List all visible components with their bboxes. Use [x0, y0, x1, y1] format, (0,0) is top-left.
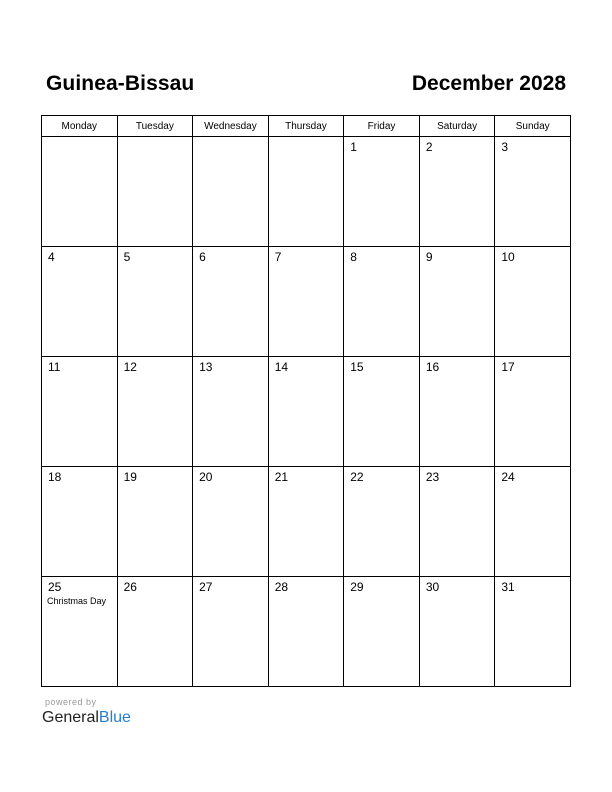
day-number: 29: [350, 580, 364, 594]
day-cell: [268, 137, 344, 247]
day-number: 26: [123, 580, 137, 594]
day-number: 9: [425, 250, 433, 264]
day-number: 25: [48, 580, 62, 594]
day-cell: [42, 467, 118, 577]
day-number: 3: [501, 140, 509, 154]
day-cell: [495, 577, 571, 687]
week-row: [42, 247, 571, 357]
day-cell: [193, 577, 269, 687]
week-row: [42, 137, 571, 247]
day-number: 30: [425, 580, 440, 594]
week-row: [42, 467, 571, 577]
weekday-tuesday: Tuesday: [117, 116, 193, 137]
day-cell: [495, 357, 571, 467]
day-number: 14: [274, 360, 289, 374]
month-title: December 2028: [411, 72, 566, 95]
brand-general-text: General: [42, 709, 99, 726]
day-number: 31: [501, 580, 515, 594]
day-cell: [117, 247, 193, 357]
day-cell: [495, 467, 571, 577]
day-number: 13: [199, 360, 213, 374]
day-number: 1: [350, 140, 357, 154]
day-number: 7: [274, 250, 282, 264]
day-cell: [344, 357, 420, 467]
holiday-label: Christmas Day: [47, 596, 107, 606]
weekday-header-row: [42, 116, 571, 137]
generalblue-logo[interactable]: [42, 708, 131, 728]
day-cell: [268, 467, 344, 577]
day-cell: [268, 577, 344, 687]
day-cell: [419, 247, 495, 357]
day-cell: [193, 467, 269, 577]
day-cell: [42, 577, 118, 687]
day-cell: [268, 357, 344, 467]
day-cell: [344, 467, 420, 577]
day-number: 11: [48, 360, 61, 374]
weekday-thursday: Thursday: [268, 116, 344, 137]
day-number: 8: [350, 250, 357, 264]
day-number: 12: [123, 360, 137, 374]
day-number: 20: [199, 470, 213, 484]
day-cell: [117, 577, 193, 687]
day-cell: [193, 137, 269, 247]
footer-branding: [42, 697, 131, 728]
day-number: 21: [274, 470, 289, 484]
country-title: Guinea-Bissau: [46, 72, 195, 95]
day-cell: [344, 247, 420, 357]
day-cell: [117, 467, 193, 577]
day-cell: [42, 247, 118, 357]
day-cell: [193, 247, 269, 357]
day-number: 23: [425, 470, 440, 484]
day-cell: [344, 137, 420, 247]
day-cell: [268, 247, 344, 357]
day-number: 2: [425, 140, 433, 154]
day-cell: [117, 137, 193, 247]
day-number: 16: [425, 360, 440, 374]
day-number: 10: [501, 250, 515, 264]
day-cell: [117, 357, 193, 467]
day-number: 4: [48, 250, 55, 264]
day-number: [193, 137, 268, 141]
week-row: [42, 577, 571, 687]
day-cell: [419, 467, 495, 577]
day-number: 22: [350, 470, 364, 484]
day-number: 19: [123, 470, 137, 484]
day-number: 18: [48, 470, 62, 484]
day-number: [269, 137, 344, 141]
weekday-sunday: Sunday: [495, 116, 571, 137]
day-number: 24: [501, 470, 515, 484]
brand-blue-text: Blue: [98, 709, 131, 726]
day-cell: [344, 577, 420, 687]
day-number: 5: [123, 250, 131, 264]
weekday-friday: Friday: [344, 116, 420, 137]
day-number: 6: [199, 250, 206, 264]
day-cell: [419, 137, 495, 247]
day-cell: [42, 357, 118, 467]
weekday-wednesday: Wednesday: [193, 116, 269, 137]
powered-by-label: powered by: [45, 697, 97, 707]
weekday-saturday: Saturday: [419, 116, 495, 137]
day-number: 28: [274, 580, 289, 594]
day-cell: [42, 137, 118, 247]
day-cell: [419, 577, 495, 687]
day-number: [42, 137, 117, 141]
day-number: [118, 137, 193, 141]
day-number: 15: [350, 360, 364, 374]
day-cell: [495, 247, 571, 357]
week-row: [42, 357, 571, 467]
day-cell: [495, 137, 571, 247]
calendar-grid: [41, 115, 571, 687]
weekday-monday: Monday: [42, 116, 118, 137]
day-cell: [419, 357, 495, 467]
day-cell: [193, 357, 269, 467]
day-number: 17: [501, 360, 515, 374]
day-number: 27: [199, 580, 213, 594]
